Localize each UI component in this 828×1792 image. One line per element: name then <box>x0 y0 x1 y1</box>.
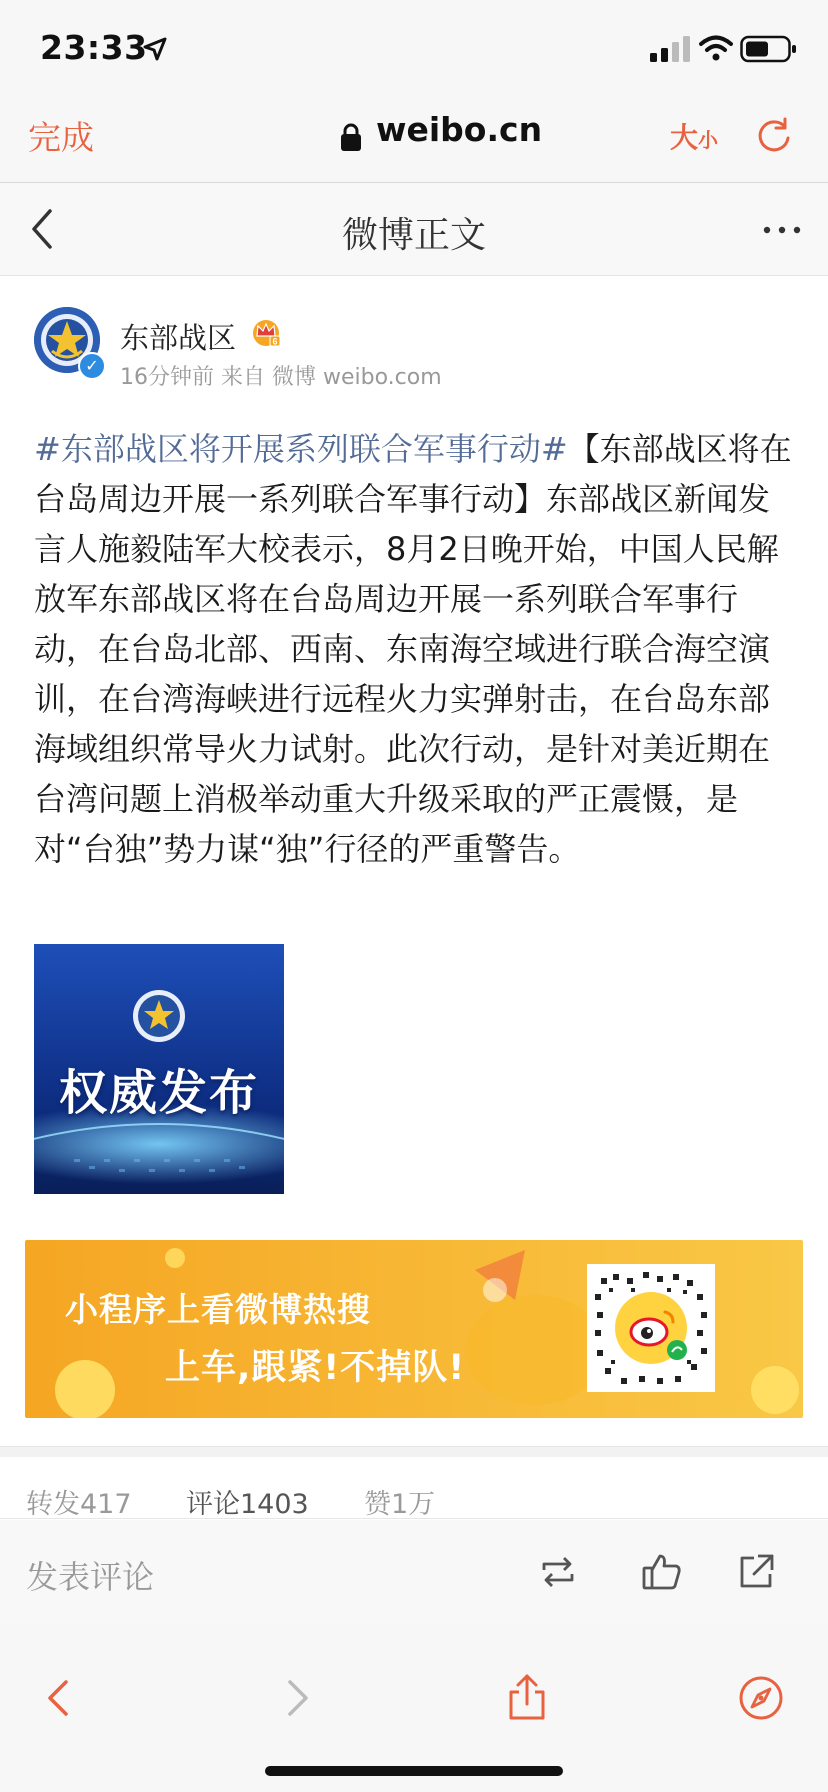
repost-icon[interactable] <box>536 1550 580 1594</box>
like-icon[interactable] <box>640 1550 684 1594</box>
share-out-icon[interactable] <box>734 1550 778 1594</box>
post-meta: 16分钟前 来自 微博 weibo.com <box>120 365 442 390</box>
battery-icon <box>740 35 798 63</box>
post-stats <box>0 1470 828 1519</box>
compass-icon[interactable] <box>737 1674 785 1722</box>
location-arrow-icon <box>142 36 168 62</box>
done-button[interactable]: 完成 <box>28 118 94 157</box>
more-icon[interactable] <box>762 225 802 235</box>
wifi-icon <box>699 34 733 62</box>
text-size-big-label: 大 <box>670 121 699 154</box>
home-indicator[interactable] <box>265 1766 563 1776</box>
share-icon[interactable] <box>503 1674 551 1722</box>
browser-bottom-bar <box>0 1624 828 1792</box>
hashtag-link[interactable]: #东部战区将开展系列联合军事行动# <box>34 430 568 468</box>
comments-tab[interactable]: 评论1403 <box>186 1489 309 1520</box>
image-caption: 权威发布 <box>58 1065 259 1121</box>
verified-badge-icon: ✓ <box>78 352 106 380</box>
status-bar <box>0 0 828 92</box>
post-image[interactable] <box>34 944 284 1194</box>
weibo-qr-icon <box>587 1264 715 1392</box>
vip-crown-icon[interactable] <box>250 316 282 348</box>
reload-icon[interactable] <box>754 116 794 156</box>
page-title: 微博正文 <box>341 215 486 256</box>
text-size-small-label: 小 <box>698 128 719 152</box>
likes-tab[interactable]: 赞1万 <box>364 1489 436 1520</box>
status-time: 23:33 <box>40 28 148 67</box>
reposts-tab[interactable]: 转发417 <box>26 1489 132 1520</box>
nav-back-icon[interactable] <box>36 1674 84 1722</box>
qr-code <box>587 1264 715 1392</box>
url-domain[interactable]: weibo.cn <box>376 110 543 149</box>
section-divider <box>0 1446 828 1457</box>
post-body: 【东部战区将在台岛周边开展一系列联合军事行动】东部战区新闻发言人施毅陆军大校表示，8月2日晚开始，中国人民解放军东部战区将在台岛周边开展一系列联合军事行动，在台岛北部、西南、东南海空域进行联合海空演训，在台湾海峡进行远程火力实弹射击，在台岛东部海域组织常导火力试射。此次行动，是针对美近期在台湾问题上消极举动重大升级采取的严正震慑，是对“台独”势力谋“独”行径的严重警告。 <box>34 430 792 868</box>
mini-program-banner[interactable] <box>25 1240 803 1418</box>
banner-title: 小程序上看微博热搜 <box>65 1290 371 1329</box>
nav-forward-icon[interactable] <box>272 1674 320 1722</box>
signal-icon <box>650 36 692 62</box>
browser-toolbar <box>0 92 828 183</box>
lock-icon <box>340 122 362 152</box>
post-text <box>34 424 796 874</box>
comment-bar <box>0 1520 828 1625</box>
comment-input[interactable]: 发表评论 <box>26 1558 155 1596</box>
vip-level: 6 <box>272 336 278 347</box>
page-header <box>0 183 828 276</box>
banner-subtitle: 上车,跟紧!不掉队! <box>165 1348 466 1388</box>
text-size-button[interactable] <box>670 116 718 156</box>
author-name[interactable]: 东部战区 <box>120 321 237 355</box>
